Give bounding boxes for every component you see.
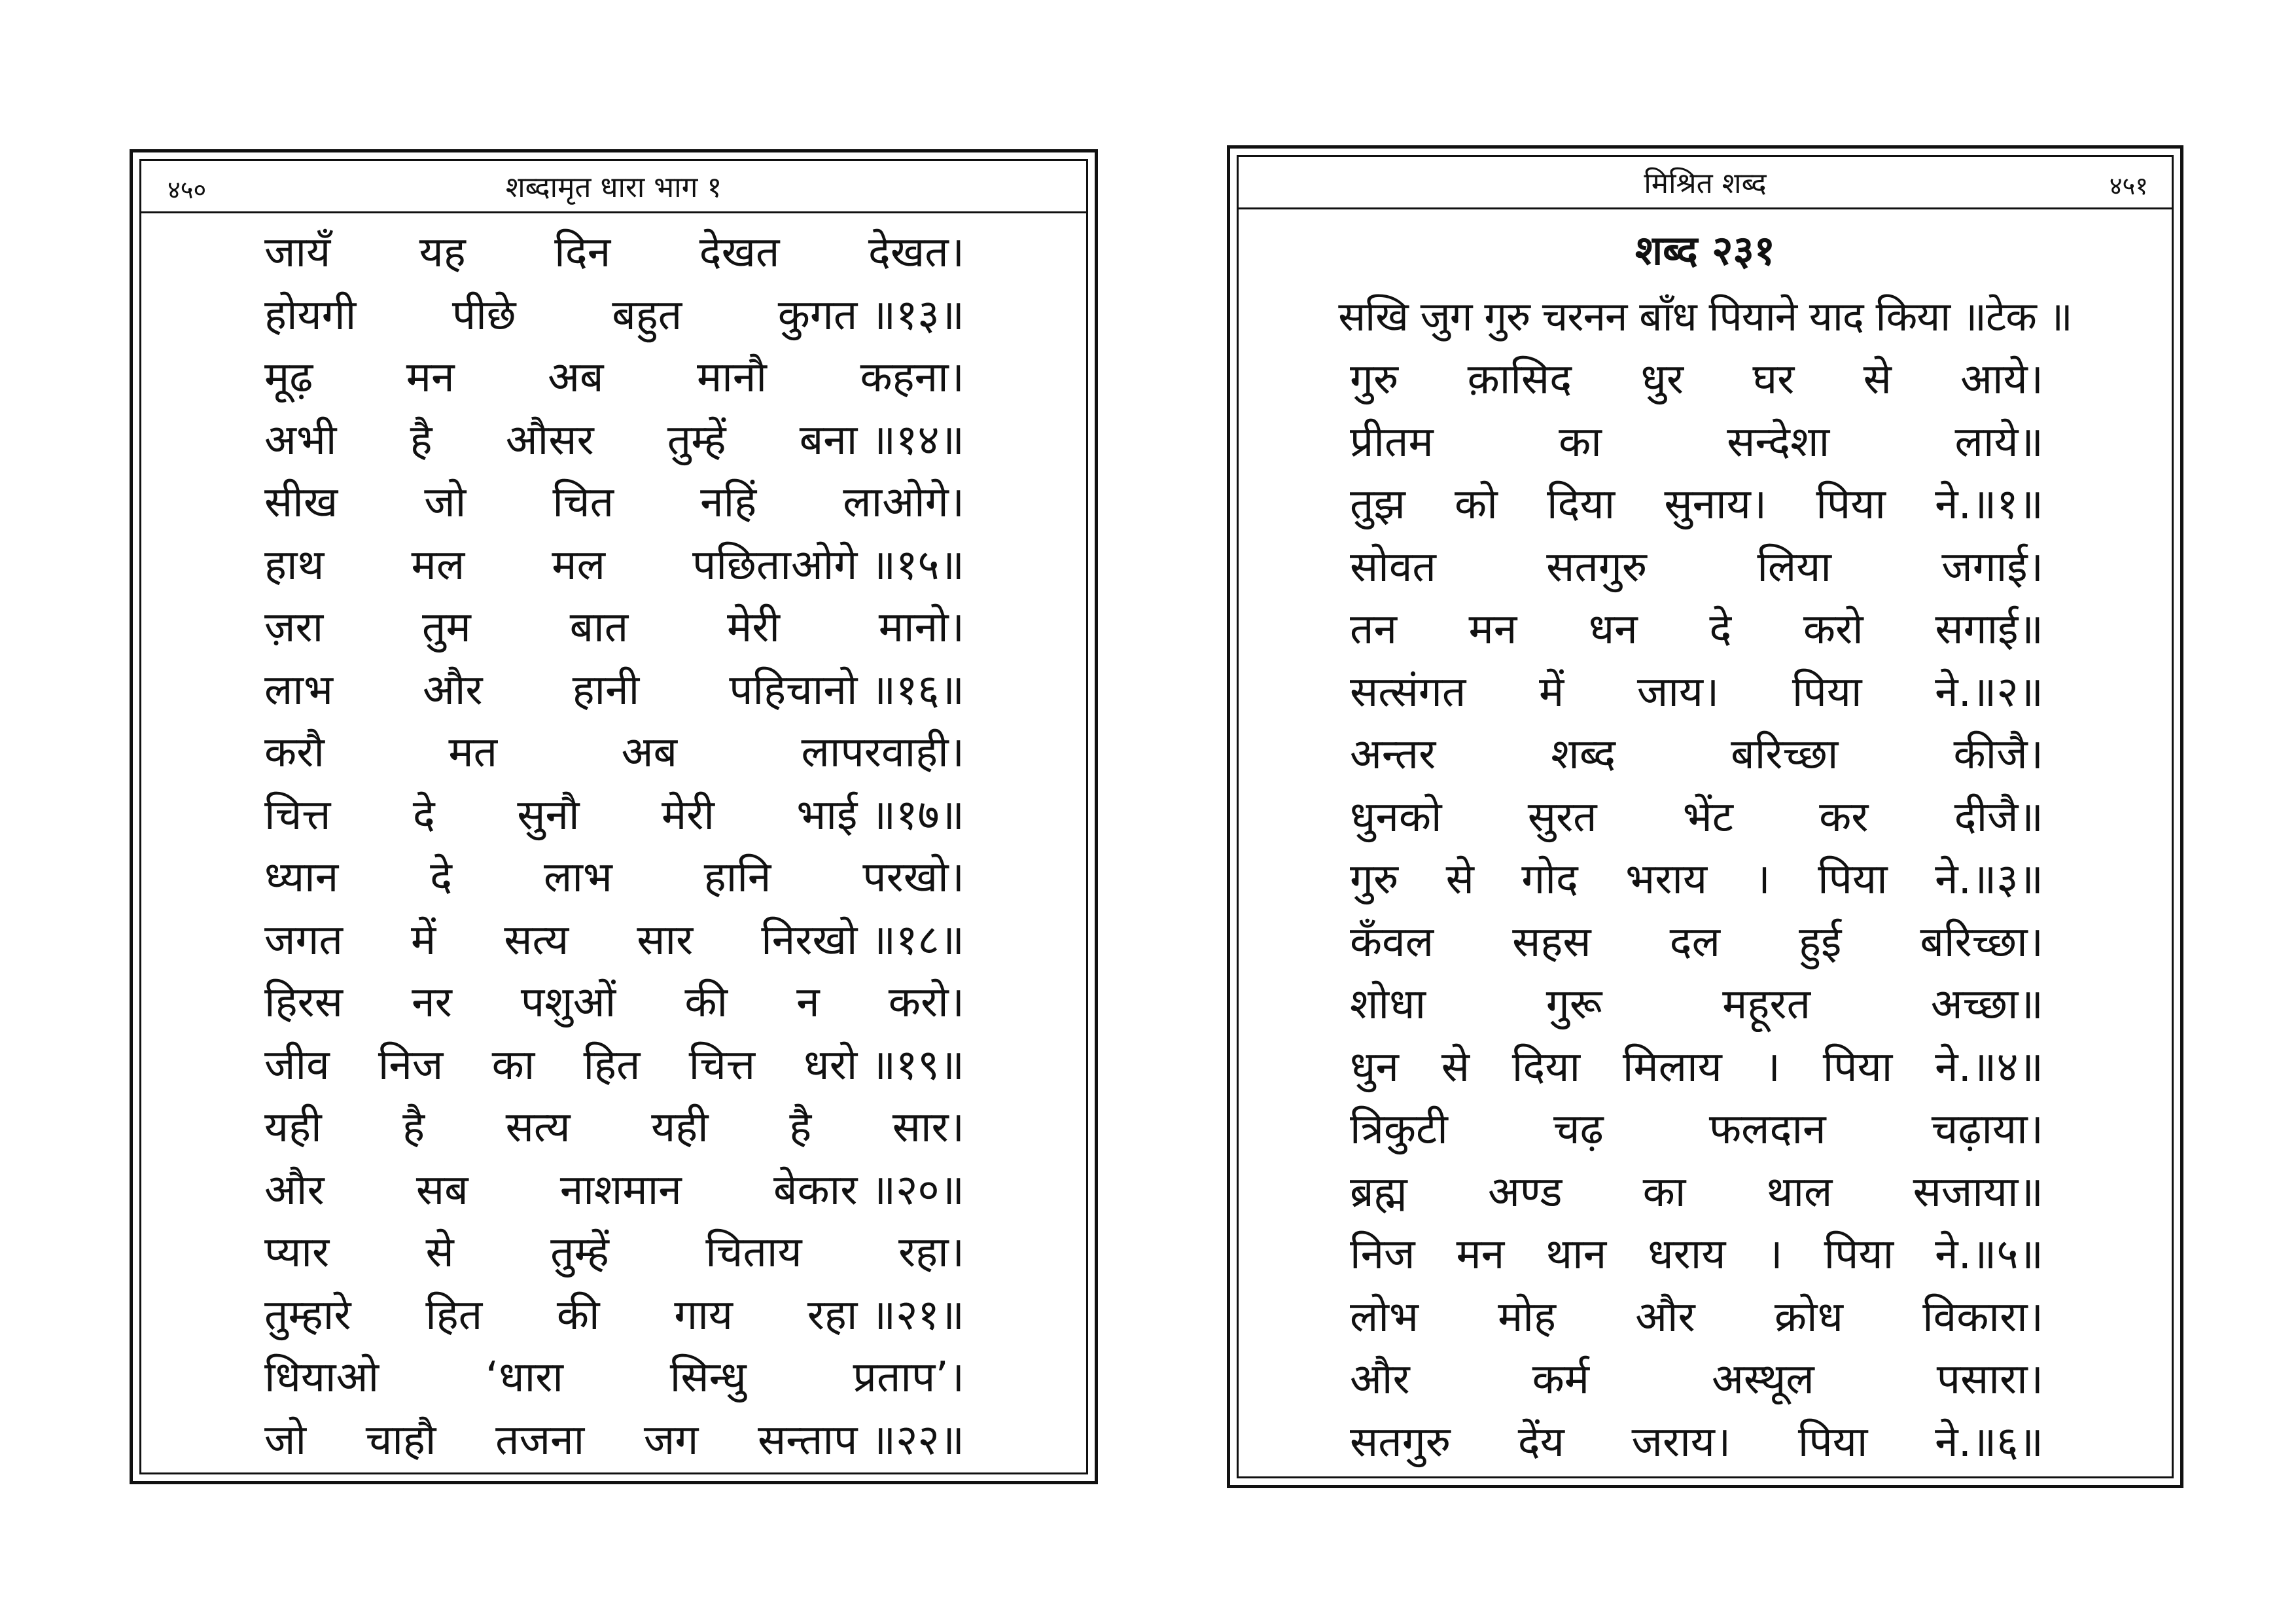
verse-word: मानो।: [878, 603, 964, 652]
verse-word: का: [1559, 418, 1602, 467]
verse-line: [264, 1289, 964, 1342]
verse-word: तुम्हें: [667, 416, 726, 465]
verse-word: पहिचानो ॥१६॥: [729, 666, 964, 715]
verse-line: [1350, 1353, 2043, 1406]
verse-word: चित्त: [264, 791, 331, 840]
verse-word: धुर: [1640, 355, 1684, 404]
verse-word: मिलाय: [1622, 1043, 1722, 1092]
verse-word: क़ासिद: [1467, 355, 1572, 404]
verse-word: ने.॥५॥: [1935, 1230, 2043, 1279]
verse-word: प्रीतम: [1350, 418, 1434, 467]
verse-word: से: [1441, 1043, 1470, 1092]
verse-word: जो: [264, 1416, 307, 1465]
verse-word: सत्य: [505, 1103, 571, 1152]
verse-word: पिया: [1818, 855, 1888, 904]
verse-word: जगाई।: [1941, 543, 2043, 592]
left-page-inner-frame: [139, 159, 1088, 1474]
verse-word: पिया: [1822, 1043, 1893, 1092]
verse-word: मूढ़: [264, 353, 313, 402]
verse-word: धुन: [1350, 1043, 1399, 1092]
right-page-header-title: मिश्रित शब्द: [1644, 167, 1767, 200]
verse-line: [264, 976, 964, 1029]
verse-word: हित: [583, 1041, 641, 1090]
verse-word: तुझ: [1350, 480, 1405, 529]
verse-line: [1350, 978, 2043, 1031]
verse-word: सन्देशा: [1727, 418, 1830, 467]
verse-word: ने.॥१॥: [1935, 480, 2043, 529]
verse-word: आये।: [1960, 355, 2043, 404]
verse-word: तन: [1350, 605, 1397, 654]
verse-word: देखत।: [868, 228, 964, 277]
verse-word: लाये॥: [1954, 418, 2043, 467]
verse-word: त्रिकुटी: [1350, 1105, 1448, 1154]
verse-word: परखो।: [862, 853, 964, 902]
verse-word: अभी: [264, 416, 337, 465]
verse-word: है: [410, 416, 433, 465]
verse-word: कुगत ॥१३॥: [777, 291, 964, 340]
verse-word: लाभ: [543, 853, 612, 902]
verse-word: चढ़ाया।: [1931, 1105, 2043, 1154]
verse-word: ।: [1754, 855, 1771, 904]
verse-word: करो: [1803, 605, 1863, 654]
verse-word: ।: [1767, 1230, 1783, 1279]
verse-word: दिया: [1546, 480, 1616, 529]
verse-line: [264, 226, 964, 279]
verse-line: [1350, 853, 2043, 906]
verse-word: सतगुरु: [1350, 1418, 1451, 1467]
verse-word: पिया: [1797, 1418, 1868, 1467]
verse-word: से: [1445, 855, 1474, 904]
verse-word: कर्म: [1532, 1355, 1590, 1404]
verse-word: यही: [651, 1103, 709, 1152]
verse-word: ब्रह्म: [1350, 1168, 1407, 1217]
verse-word: मन: [1456, 1230, 1505, 1279]
verse-word: अच्छा॥: [1930, 980, 2043, 1029]
verse-word: का: [1642, 1168, 1686, 1217]
verse-word: यही: [264, 1103, 322, 1152]
verse-word: दल: [1669, 918, 1721, 967]
verse-word: अन्तर: [1350, 730, 1436, 779]
verse-word: और: [1350, 1355, 1410, 1404]
verse-line: [1350, 1166, 2043, 1219]
verse-line: [264, 1164, 964, 1217]
verse-word: प्रताप’।: [853, 1353, 964, 1402]
verse-word: करौ: [264, 728, 325, 777]
verse-line: [264, 289, 964, 342]
verse-word: ने.॥४॥: [1935, 1043, 2043, 1092]
verse-word: रहा ॥२१॥: [807, 1291, 964, 1340]
verse-word: दिया: [1511, 1043, 1581, 1092]
verse-word: हानि: [703, 853, 771, 902]
verse-word: शब्द: [1551, 730, 1616, 779]
verse-line: [264, 476, 964, 529]
verse-word: तुम्हें: [550, 1228, 609, 1277]
right-page-inner-frame: [1237, 155, 2174, 1478]
verse-word: ने.॥३॥: [1935, 855, 2043, 904]
verse-word: बरिच्छा: [1731, 730, 1839, 779]
verse-word: सुरत: [1527, 793, 1597, 842]
verse-word: थान: [1545, 1230, 1607, 1279]
verse-word: तजना: [495, 1416, 585, 1465]
verse-word: चढ़: [1553, 1105, 1604, 1154]
verse-word: भाई ॥१७॥: [796, 791, 964, 840]
verse-word: सुनौ: [517, 791, 580, 840]
verse-word: अब: [621, 728, 678, 777]
verse-word: कीजै।: [1953, 730, 2043, 779]
verse-word: सजाया॥: [1913, 1168, 2043, 1217]
verse-word: दिन: [554, 228, 611, 277]
left-page-header: [141, 161, 1086, 213]
verse-word: पिया: [1816, 480, 1886, 529]
verse-word: दे: [412, 791, 435, 840]
verse-word: गुरु: [1350, 855, 1399, 904]
verse-word: तुम: [422, 603, 471, 652]
right-page: [1227, 145, 2183, 1488]
verse-word: नर: [412, 978, 452, 1027]
verse-word: बना ॥१४॥: [799, 416, 964, 465]
verse-line: [1350, 603, 2043, 656]
verse-word: धियाओ: [264, 1353, 380, 1402]
verse-word: हुई: [1799, 918, 1842, 967]
verse-word: को: [1455, 480, 1498, 529]
verse-word: सिन्धु: [669, 1353, 747, 1402]
verse-word: अब: [548, 353, 604, 402]
verse-word: लोभ: [1350, 1293, 1419, 1342]
verse-word: मल: [411, 541, 465, 590]
verse-line: [264, 664, 964, 717]
verse-line: [1350, 1291, 2043, 1344]
verse-word: बात: [569, 603, 629, 652]
verse-word: हाथ: [264, 541, 325, 590]
verse-word: अस्थूल: [1712, 1355, 1814, 1404]
verse-word: देंय: [1517, 1418, 1564, 1467]
verse-word: सोवत: [1350, 543, 1436, 592]
verse-word: ‘धारा: [485, 1353, 563, 1402]
verse-word: सत्संगत: [1350, 668, 1466, 717]
verse-word: प्यार: [264, 1228, 330, 1277]
verse-word: है: [402, 1103, 425, 1152]
verse-word: विकारा।: [1922, 1293, 2043, 1342]
verse-word: ।: [1764, 1043, 1780, 1092]
verse-line: [1350, 916, 2043, 969]
verse-word: का: [491, 1041, 535, 1090]
verse-word: सुनाय।: [1664, 480, 1767, 529]
verse-word: लिया: [1757, 543, 1832, 592]
verse-line: [264, 1414, 964, 1467]
verse-word: कहना।: [860, 353, 964, 402]
verse-word: जो: [424, 478, 467, 527]
verse-word: ने.॥६॥: [1935, 1418, 2043, 1467]
verse-line: [264, 601, 964, 654]
verse-word: पिया: [1792, 668, 1862, 717]
verse-line: [264, 1351, 964, 1404]
verse-line: [1350, 728, 2043, 781]
verse-word: मन: [406, 353, 455, 402]
verse-word: में: [1538, 668, 1564, 717]
verse-line: [264, 914, 964, 967]
verse-word: की: [556, 1291, 600, 1340]
verse-word: धराय: [1648, 1230, 1726, 1279]
verse-word: न: [796, 978, 820, 1027]
verse-word: और: [422, 666, 483, 715]
verse-word: गुरू: [1545, 980, 1602, 1029]
verse-word: अण्ड: [1487, 1168, 1563, 1217]
verse-word: जगत: [264, 916, 343, 965]
verse-word: लाभ: [264, 666, 333, 715]
verse-word: की: [684, 978, 728, 1027]
verse-word: सत्य: [504, 916, 569, 965]
tek-line: सखि जुग गुरु चरनन बाँध पियाने याद किया ॥टेक ॥: [1338, 293, 2072, 340]
verse-word: तुम्हारे: [264, 1291, 351, 1340]
verse-word: नहिं: [700, 478, 757, 527]
verse-word: और: [264, 1166, 325, 1215]
verse-word: ध्यान: [264, 853, 339, 902]
verse-line: [264, 1101, 964, 1154]
verse-line: [1350, 1103, 2043, 1156]
verse-line: [1350, 791, 2043, 844]
verse-line: [264, 1039, 964, 1092]
verse-word: बेकार ॥२०॥: [773, 1166, 964, 1215]
verse-word: जग: [643, 1416, 699, 1465]
verse-word: रहा।: [898, 1228, 964, 1277]
verse-word: भेंट: [1682, 793, 1734, 842]
shabd-heading: शब्द २३१: [1634, 226, 1776, 274]
verse-word: बहुत: [612, 291, 682, 340]
verse-line: [264, 726, 964, 779]
verse-line: [1350, 416, 2043, 469]
verse-line: [1350, 478, 2043, 531]
verse-word: सीख: [264, 478, 338, 527]
verse-word: चाहौ: [365, 1416, 436, 1465]
verse-word: औसर: [505, 416, 594, 465]
verse-word: घर: [1752, 355, 1795, 404]
verse-word: से: [1863, 355, 1892, 404]
verse-word: पछिताओगे ॥१५॥: [692, 541, 964, 590]
verse-word: है: [789, 1103, 812, 1152]
verse-line: [264, 1226, 964, 1279]
verse-line: [1350, 353, 2043, 406]
verse-word: जायँ: [264, 228, 331, 277]
left-page: [130, 149, 1098, 1484]
verse-word: चिताय: [705, 1228, 802, 1277]
verse-word: करो।: [888, 978, 964, 1027]
verse-word: दे: [1709, 605, 1732, 654]
verse-word: नाशमान: [559, 1166, 682, 1215]
verse-word: पशुओं: [520, 978, 616, 1027]
verse-word: शोधा: [1350, 980, 1426, 1029]
verse-word: मन: [1468, 605, 1517, 654]
verse-word: सतगुरु: [1546, 543, 1648, 592]
verse-word: दीजै॥: [1954, 793, 2043, 842]
verse-word: भराय: [1625, 855, 1708, 904]
verse-line: [264, 414, 964, 467]
verse-word: निज: [1350, 1230, 1415, 1279]
verse-line: [1350, 541, 2043, 594]
verse-word: होयगी: [264, 291, 357, 340]
verse-word: धन: [1588, 605, 1638, 654]
verse-word: पिया: [1824, 1230, 1894, 1279]
verse-word: हानी: [572, 666, 640, 715]
verse-word: महूरत: [1722, 980, 1811, 1029]
verse-word: थाल: [1766, 1168, 1833, 1217]
verse-word: मेरी: [661, 791, 715, 840]
left-page-number: ४५०: [168, 175, 207, 204]
verse-word: और: [1635, 1293, 1695, 1342]
verse-line: [1350, 1041, 2043, 1094]
verse-word: लाओगे।: [843, 478, 964, 527]
verse-line: [264, 851, 964, 904]
verse-line: [1350, 1416, 2043, 1469]
verse-word: में: [410, 916, 436, 965]
verse-word: से: [425, 1228, 454, 1277]
verse-word: निरखो ॥१८॥: [761, 916, 964, 965]
verse-word: सार।: [892, 1103, 964, 1152]
verse-word: मेरी: [726, 603, 780, 652]
verse-line: [1350, 1228, 2043, 1281]
verse-word: निज: [378, 1041, 444, 1090]
verse-word: मोह: [1498, 1293, 1556, 1342]
verse-word: दे: [430, 853, 453, 902]
verse-word: जीव: [264, 1041, 330, 1090]
verse-word: देखत: [699, 228, 780, 277]
verse-word: मल: [552, 541, 605, 590]
verse-word: कँवल: [1350, 918, 1434, 967]
verse-word: जराय।: [1631, 1418, 1731, 1467]
verse-word: सन्ताप ॥२२॥: [758, 1416, 964, 1465]
verse-word: सगाई॥: [1935, 605, 2043, 654]
verse-word: ज़रा: [264, 603, 324, 652]
verse-word: धरो ॥१९॥: [804, 1041, 964, 1090]
right-page-number: ४५१: [2109, 171, 2148, 200]
verse-word: गाय: [674, 1291, 733, 1340]
verse-word: सहस: [1512, 918, 1591, 967]
verse-word: चित: [552, 478, 614, 527]
verse-word: मानौ: [697, 353, 767, 402]
verse-word: सब: [415, 1166, 468, 1215]
verse-word: फलदान: [1708, 1105, 1826, 1154]
verse-word: क्रोध: [1774, 1293, 1843, 1342]
verse-word: हिरस: [264, 978, 343, 1027]
verse-word: पसारा।: [1936, 1355, 2043, 1404]
verse-word: गोद: [1521, 855, 1578, 904]
verse-word: यह: [419, 228, 466, 277]
verse-word: धुनको: [1350, 793, 1442, 842]
verse-word: सार: [637, 916, 694, 965]
verse-word: बरिच्छा।: [1920, 918, 2043, 967]
verse-line: [264, 539, 964, 592]
verse-line: [264, 789, 964, 842]
verse-word: चित्त: [688, 1041, 756, 1090]
verse-word: जाय।: [1636, 668, 1720, 717]
verse-word: ने.॥२॥: [1935, 668, 2043, 717]
verse-word: मत: [448, 728, 498, 777]
verse-word: हित: [425, 1291, 483, 1340]
verse-word: लापरवाही।: [801, 728, 964, 777]
left-page-header-title: शब्दामृत धारा भाग १: [505, 171, 722, 204]
verse-word: कर: [1819, 793, 1869, 842]
verse-word: पीछे: [451, 291, 516, 340]
verse-word: गुरु: [1350, 355, 1399, 404]
verse-line: [264, 351, 964, 404]
verse-line: [1350, 666, 2043, 719]
right-page-header: [1239, 157, 2172, 209]
